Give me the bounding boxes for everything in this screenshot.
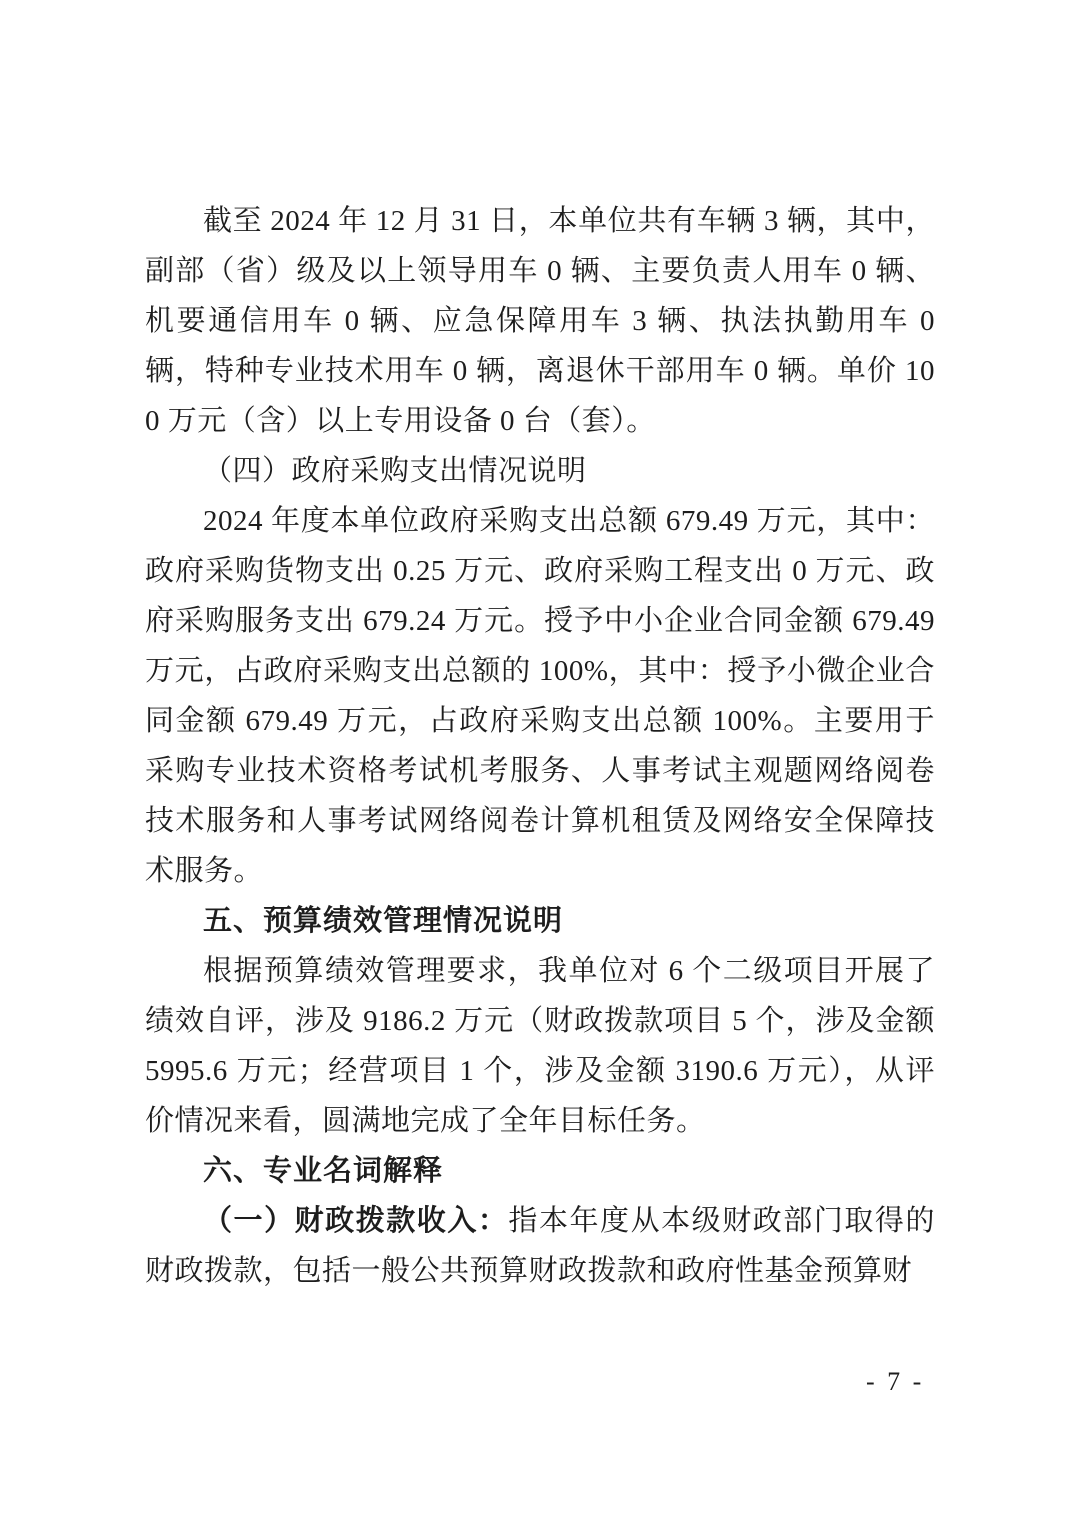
- bold-text-run: （一）财政拨款收入：: [203, 1205, 509, 1237]
- bold-text-run: 五、预算绩效管理情况说明: [203, 905, 564, 937]
- page-number: - 7 -: [866, 1367, 925, 1396]
- document-body: [145, 196, 935, 1296]
- paragraph: [145, 446, 935, 496]
- paragraph: [145, 946, 935, 1146]
- paragraph: [145, 1196, 935, 1296]
- text-run: （四）政府采购支出情况说明: [203, 455, 587, 487]
- paragraph: [145, 496, 935, 896]
- bold-text-run: 六、专业名词解释: [203, 1155, 444, 1187]
- section-heading: [145, 896, 935, 946]
- text-run: 截至 2024 年 12 月 31 日，本单位共有车辆 3 辆，其中，副部（省）级及以上领导用车 0 辆、主要负责人用车 0 辆、机要通信用车 0 辆、应急保障用车 3 辆、执法执勤用车 0 辆，特种专业技术用车 0 辆，离退休干部用车 0 辆。单价 100 万元（含）以上专用设备 0 台（套）。: [145, 205, 935, 437]
- section-heading: [145, 1146, 935, 1196]
- text-run: 指本年度从本级财政部门取得的财政拨款，包括一般公共预算财政拨款和政府性基金预算财: [145, 1205, 935, 1287]
- text-run: 根据预算绩效管理要求，我单位对 6 个二级项目开展了绩效自评，涉及 9186.2 万元（财政拨款项目 5 个，涉及金额 5995.6 万元；经营项目 1 个，涉及金额 3190.6 万元），从评价情况来看，圆满地完成了全年目标任务。: [145, 955, 935, 1137]
- text-run: 2024 年度本单位政府采购支出总额 679.49 万元，其中：政府采购货物支出 0.25 万元、政府采购工程支出 0 万元、政府采购服务支出 679.24 万元。授予中小企业合同金额 679.49 万元，占政府采购支出总额的 100%，其中：授予小微企业合同金额 679.49 万元，占政府采购支出总额 100%。主要用于采购专业技术资格考试机考服务、人事考试主观题网络阅卷技术服务和人事考试网络阅卷计算机租赁及网络安全保障技术服务。: [145, 505, 935, 887]
- paragraph: [145, 196, 935, 446]
